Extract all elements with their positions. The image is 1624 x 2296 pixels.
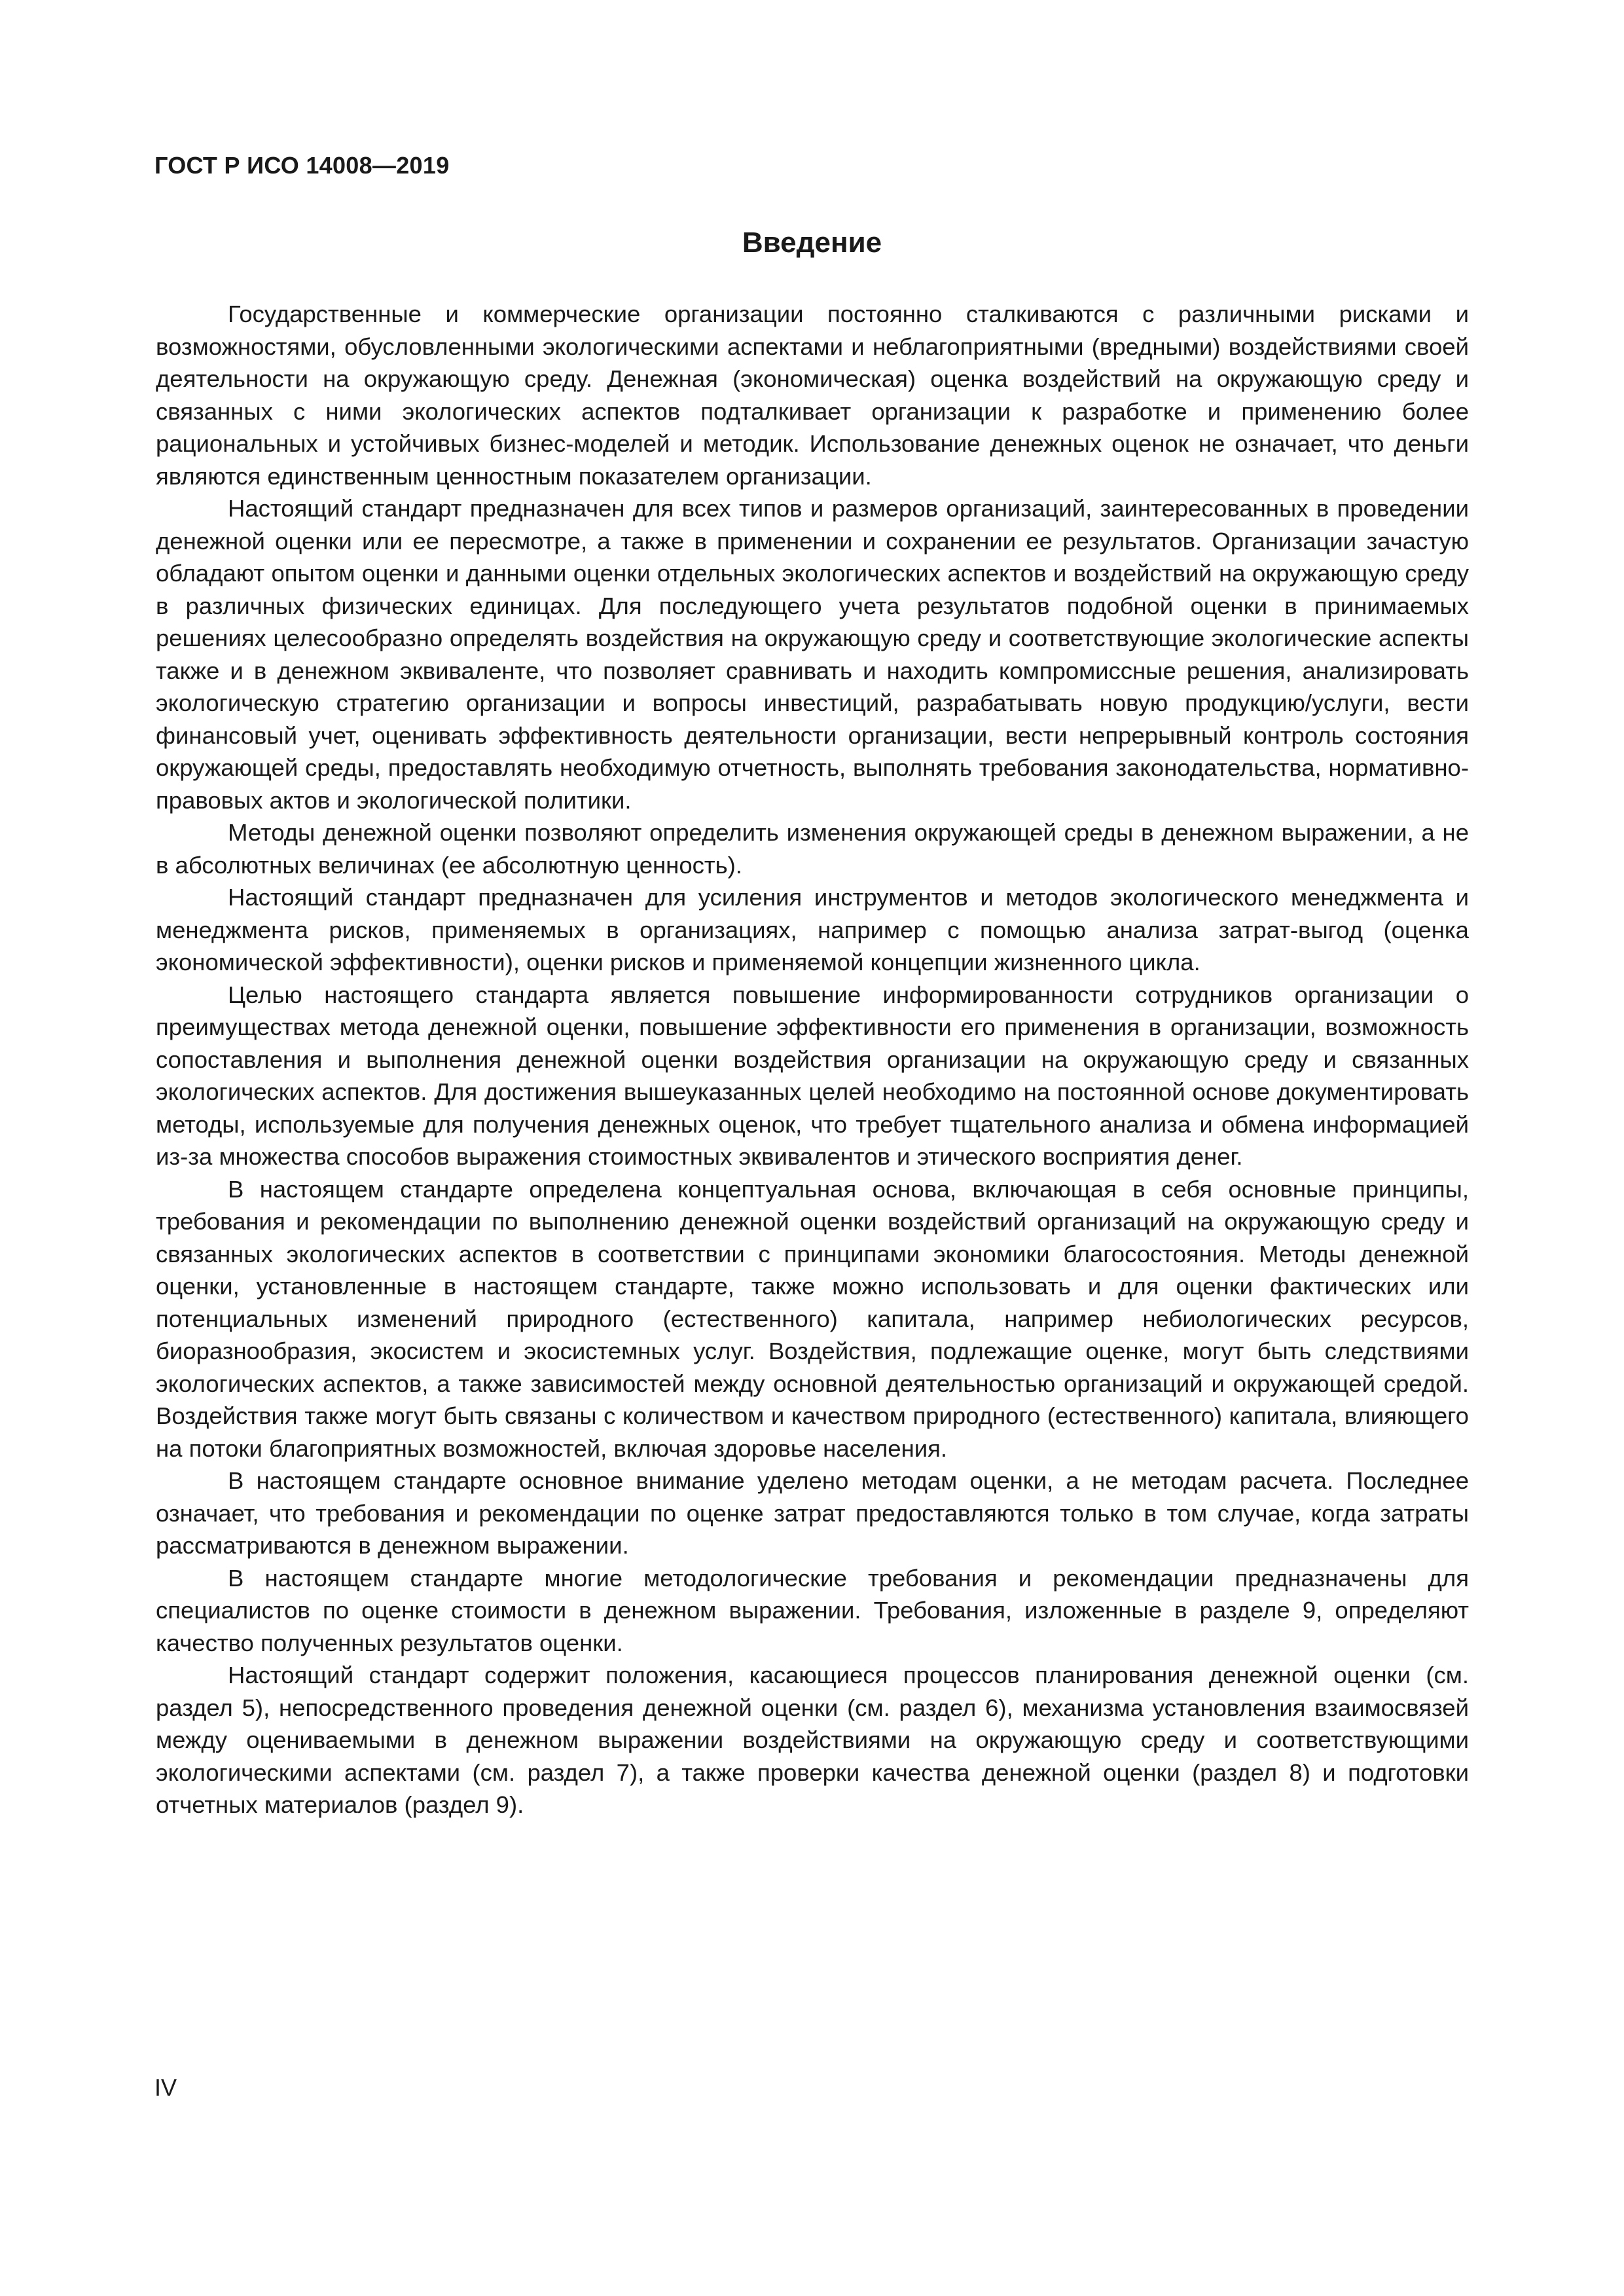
- paragraph: В настоящем стандарте основное внимание уделено методам оценки, а не методам расчета. Последнее означает, что требования и рекомендации по оценке затрат предоставляются только в том случае, когда затраты рассматриваются в денежном выражении.: [156, 1467, 1469, 1559]
- paragraph: Целью настоящего стандарта является повышение информированности сотрудников организации о преимуществах метода денежной оценки, повышение эффективности его применения в организации, возможность сопоставления и выполнения денежной оценки воздействия организации на окружающую среду и связанных экологических аспектов. Для достижения вышеуказанных целей необходимо на постоянной основе документировать методы, используемые для получения денежных оценок, что требует тщательного анализа и обмена информацией из-за множества способов выражения стоимостных эквивалентов и этического восприятия денег.: [156, 981, 1469, 1170]
- body-text: [156, 298, 1469, 1821]
- paragraph: В настоящем стандарте многие методологические требования и рекомендации предназначены для специалистов по оценке стоимости в денежном выражении. Требования, изложенные в разделе 9, определяют качество полученных результатов оценки.: [156, 1564, 1469, 1656]
- page-number: IV: [154, 2074, 177, 2101]
- paragraph: Методы денежной оценки позволяют определить изменения окружающей среды в денежном выражении, а не в абсолютных величинах (ее абсолютную ценность).: [156, 819, 1469, 879]
- paragraph: Настоящий стандарт содержит положения, касающиеся процессов планирования денежной оценки (см. раздел 5), непосредственного проведения денежной оценки (см. раздел 6), механизма установления взаимосвязей между оцениваемыми в денежном выражении воздействиями на окружающую среду и соответствующими экологическими аспектами (см. раздел 7), а также проверки качества денежной оценки (раздел 8) и подготовки отчетных материалов (раздел 9).: [156, 1662, 1469, 1818]
- paragraph: Настоящий стандарт предназначен для усиления инструментов и методов экологического менеджмента и менеджмента рисков, применяемых в организациях, например с помощью анализа затрат-выгод (оценка экономической эффективности), оценки рисков и применяемой концепции жизненного цикла.: [156, 884, 1469, 975]
- paragraph: В настоящем стандарте определена концептуальная основа, включающая в себя основные принципы, требования и рекомендации по выполнению денежной оценки воздействий организаций на окружающую среду и связанных экологических аспектов в соответствии с принципами экономики благосостояния. Методы денежной оценки, установленные в настоящем стандарте, также можно использовать и для оценки фактических или потенциальных изменений природного (естественного) капитала, например небиологических ресурсов, биоразнообразия, экосистем и экосистемных услуг. Воздействия, подлежащие оценке, могут быть следствиями экологических аспектов, а также зависимостей между основной деятельностью организаций и окружающей средой. Воздействия также могут быть связаны с количеством и качеством природного (естественного) капитала, влияющего на потоки благоприятных возможностей, включая здоровье населения.: [156, 1175, 1469, 1462]
- paragraph: Государственные и коммерческие организации постоянно сталкиваются с различными рисками и возможностями, обусловленными экологическими аспектами и неблагоприятными (вредными) воздействиями своей деятельности на окружающую среду. Денежная (экономическая) оценка воздействий на окружающую среду и связанных с ними экологических аспектов подталкивает организации к разработке и применению более рациональных и устойчивых бизнес-моделей и методик. Использование денежных оценок не означает, что деньги являются единственным ценностным показателем организации.: [156, 301, 1469, 490]
- section-title: Введение: [742, 227, 882, 259]
- document-code: ГОСТ Р ИСО 14008—2019: [154, 152, 450, 179]
- paragraph: Настоящий стандарт предназначен для всех типов и размеров организаций, заинтересованных в проведении денежной оценки или ее пересмотре, а также в применении и сохранении ее результатов. Организации зачастую обладают опытом оценки и данными оценки отдельных экологических аспектов и воздействий на окружающую среду в различных физических единицах. Для последующего учета результатов подобной оценки в принимаемых решениях целесообразно определять воздействия на окружающую среду и соответствующие экологические аспекты также и в денежном эквиваленте, что позволяет сравнивать и находить компромиссные решения, анализировать экологическую стратегию организации и вопросы инвестиций, разрабатывать новую продукцию/услуги, вести финансовый учет, оценивать эффективность деятельности организации, вести непрерывный контроль состояния окружающей среды, предоставлять необходимую отчетность, выполнять требования законодательства, нормативно-правовых актов и экологической политики.: [156, 495, 1469, 814]
